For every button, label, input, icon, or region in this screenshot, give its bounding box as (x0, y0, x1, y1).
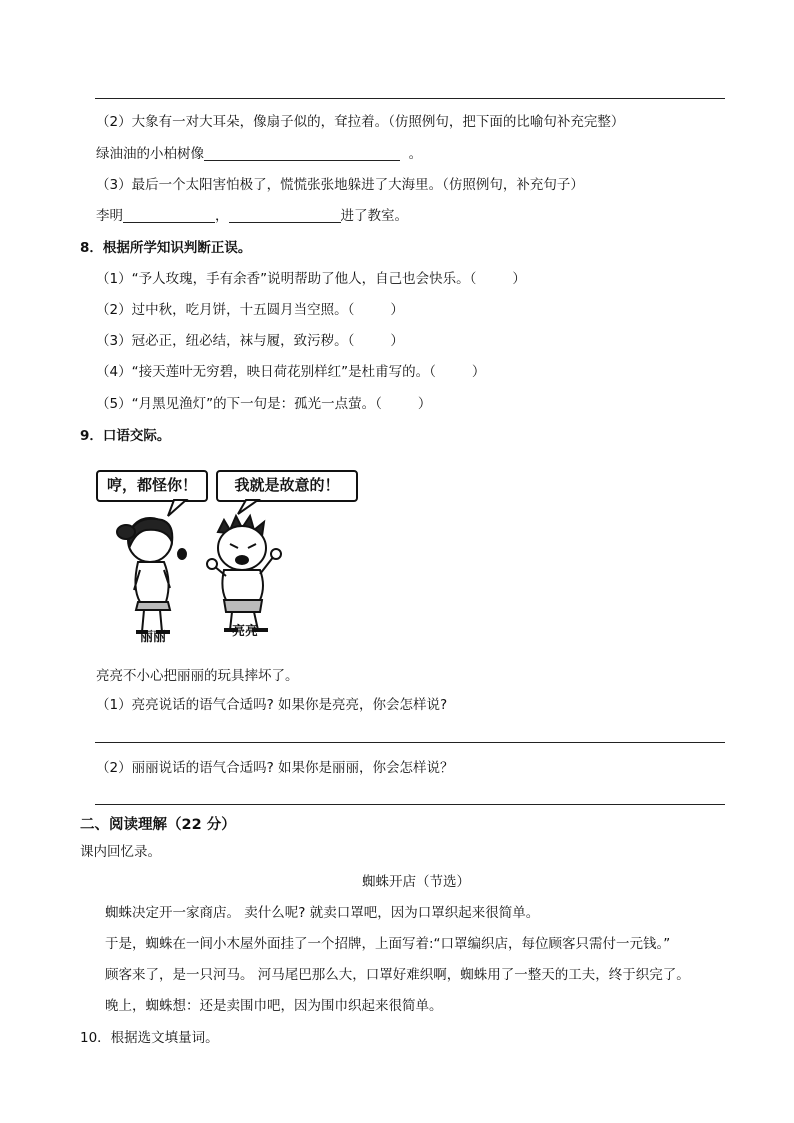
q8-item-4-text: （4）“接天莲叶无穷碧，映日荷花别样红”是杜甫写的。（ (96, 364, 436, 380)
q8-item-3 (96, 331, 404, 351)
passage-paragraph-4: 晚上，蜘蛛想：还是卖围巾吧，因为围巾织起来很简单。 (105, 998, 443, 1014)
q8-item-2-text: （2）过中秋，吃月饼，十五圆月当空照。（ (96, 302, 355, 318)
q3-answer-suffix: 进了教室。 (340, 208, 408, 224)
speech-bubble-lili: 哼，都怪你！ (96, 470, 208, 502)
speech-bubble-liangliang: 我就是故意的！ (216, 470, 358, 502)
q10-title: 10．根据选文填量词。 (80, 1030, 219, 1046)
q2-answer-prefix: 绿油油的小柏树像 (96, 146, 204, 162)
q8-title: 8．根据所学知识判断正误。 (80, 240, 252, 256)
passage-paragraph-3: 顾客来了，是一只河马。 河马尾巴那么大，口罩好难织啊，蜘蛛用了一整天的工夫，终于织完了。 (105, 967, 690, 983)
q9-context: 亮亮不小心把丽丽的玩具摔坏了。 (96, 668, 299, 684)
section2-intro: 课内回忆录。 (80, 844, 161, 860)
q3-answer-prefix: 李明 (96, 208, 123, 224)
section2-heading: 二、阅读理解（22 分） (80, 817, 236, 833)
q3-prompt: （3）最后一个太阳害怕极了，慌慌张张地躲进了大海里。（仿照例句，补充句子） (96, 177, 584, 193)
q9-sub2: （2）丽丽说话的语气合适吗? 如果你是丽丽，你会怎样说？ (96, 760, 454, 776)
q2-answer-suffix: 。 (408, 146, 423, 162)
name-label-liangliang: 亮亮 (232, 624, 259, 639)
q9-sub1: （1）亮亮说话的语气合适吗? 如果你是亮亮，你会怎样说? (96, 697, 448, 713)
lili-figure (117, 518, 186, 632)
q3-answer-blank-1[interactable] (123, 208, 215, 223)
q8-item-1-close: ） (512, 271, 526, 287)
q8-item-4-close: ） (471, 364, 486, 380)
q2-answer (96, 144, 422, 164)
q8-item-2-close: ） (390, 302, 404, 318)
q8-item-1 (96, 269, 526, 289)
q8-item-1-text: （1）“予人玫瑰，手有余香”说明帮助了他人，自己也会快乐。（ (96, 271, 477, 287)
q8-item-4 (96, 362, 485, 382)
q9-sub2-answer-line[interactable] (95, 804, 725, 805)
q9-title: 9．口语交际。 (80, 428, 171, 444)
passage-paragraph-1: 蜘蛛决定开一家商店。 卖什么呢? 就卖口罩吧，因为口罩织起来很简单。 (105, 905, 540, 921)
passage-title: 蜘蛛开店（节选） (362, 874, 470, 890)
q8-item-5-text: （5）“月黑见渔灯”的下一句是：孤光一点萤。（ (96, 396, 382, 412)
q2-prompt: （2）大象有一对大耳朵，像扇子似的，耷拉着。（仿照例句，把下面的比喻句补充完整） (96, 114, 625, 130)
q9-illustration (96, 462, 366, 647)
answer-line-top (95, 98, 725, 99)
q3-answer-mid: ， (215, 208, 229, 224)
q9-sub1-answer-line[interactable] (95, 742, 725, 743)
q3-answer (96, 206, 408, 226)
q8-item-3-text: （3）冠必正，纽必结，袜与履，致污秽。（ (96, 333, 355, 349)
q3-answer-blank-2[interactable] (229, 208, 341, 223)
passage-paragraph-2: 于是，蜘蛛在一间小木屋外面挂了一个招牌，上面写着:“口罩编织店，每位顾客只需付一元钱。” (105, 936, 671, 952)
children-drawing (96, 462, 366, 647)
name-label-lili: 丽丽 (140, 630, 167, 645)
q8-item-5-close: ） (417, 396, 432, 412)
q8-item-5 (96, 394, 431, 414)
liangliang-figure (207, 516, 281, 630)
q8-item-3-close: ） (390, 333, 404, 349)
q2-answer-blank[interactable] (204, 146, 400, 161)
q8-item-2 (96, 300, 404, 320)
